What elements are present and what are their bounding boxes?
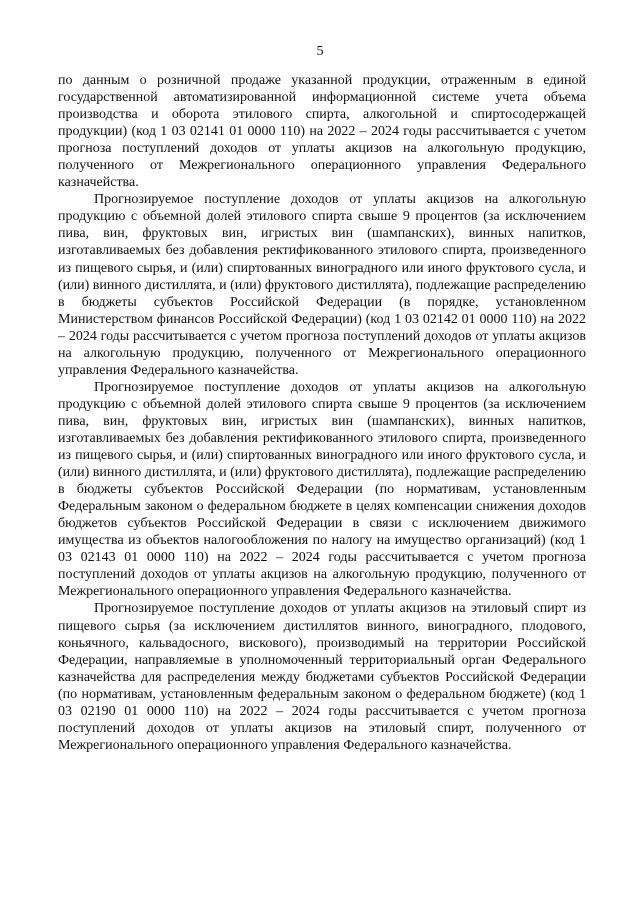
document-body bbox=[58, 72, 586, 754]
paragraph-excise-02142: Прогнозируемое поступление доходов от уплаты акцизов на алкогольную продукцию с объемной долей этилового спирта свыше 9 процентов (за исключением пива, вин, фруктовых вин, игристых вин (шампанских), винных напитков, изготавливаемых без добавления ректификованного этилового спирта, произведенного из пищевого сырья, и (или) спиртованных виноградного или иного фруктового сусла, и (или) винного дистиллята, и (или) фруктового дистиллята), подлежащие распределению в бюджеты субъектов Российской Федерации (в порядке, установленном Министерством финансов Российской Федерации) (код 1 03 02142 01 0000 110) на 2022 – 2024 годы рассчитывается с учетом прогноза поступлений доходов от уплаты акцизов на алкогольную продукцию, полученного от Межрегионального операционного управления Федерального казначейства. bbox=[58, 192, 586, 378]
paragraph-excise-02190: Прогнозируемое поступление доходов от уплаты акцизов на этиловый спирт из пищевого сырья (за исключением дистиллятов винного, виноградного, плодового, коньячного, кальвадосного, вискового), производимый на территории Российской Федерации, направляемые в уполномоченный территориальный орган Федерального казначейства для распределения между бюджетами субъектов Российской Федерации (по нормативам, установленным федеральным законом о федеральном бюджете) (код 1 03 02190 01 0000 110) на 2022 – 2024 годы рассчитывается с учетом прогноза поступлений доходов от уплаты акцизов на этиловый спирт, полученного от Межрегионального операционного управления Федерального казначейства. bbox=[58, 601, 586, 753]
paragraph-continuation: по данным о розничной продаже указанной продукции, отраженным в единой государственной автоматизированной информационной системе учета объема производства и оборота этилового спирта, алкогольной и спиртосодержащей продукции) (код 1 03 02141 01 0000 110) на 2022 – 2024 годы рассчитывается с учетом прогноза поступлений доходов от уплаты акцизов на алкогольную продукцию, полученного от Межрегионального операционного управления Федерального казначейства. bbox=[58, 73, 586, 191]
paragraph-excise-02143: Прогнозируемое поступление доходов от уплаты акцизов на алкогольную продукцию с объемной долей этилового спирта свыше 9 процентов (за исключением пива, вин, фруктовых вин, игристых вин (шампанских), винных напитков, изготавливаемых без добавления ректификованного этилового спирта, произведенного из пищевого сырья, и (или) спиртованных виноградного или иного фруктового сусла, и (или) винного дистиллята, и (или) фруктового дистиллята), подлежащие распределению в бюджеты субъектов Российской Федерации (по нормативам, установленным Федеральным законом о федеральном бюджете в целях компенсации снижения доходов бюджетов субъектов Российской Федерации в связи с исключением движимого имущества из объектов налогообложения по налогу на имущество организаций) (код 1 03 02143 01 0000 110) на 2022 – 2024 годы рассчитывается с учетом прогноза поступлений доходов от уплаты акцизов на алкогольную продукцию, полученного от Межрегионального операционного управления Федерального казначейства. bbox=[58, 379, 586, 600]
page-number: 5 bbox=[316, 44, 324, 59]
